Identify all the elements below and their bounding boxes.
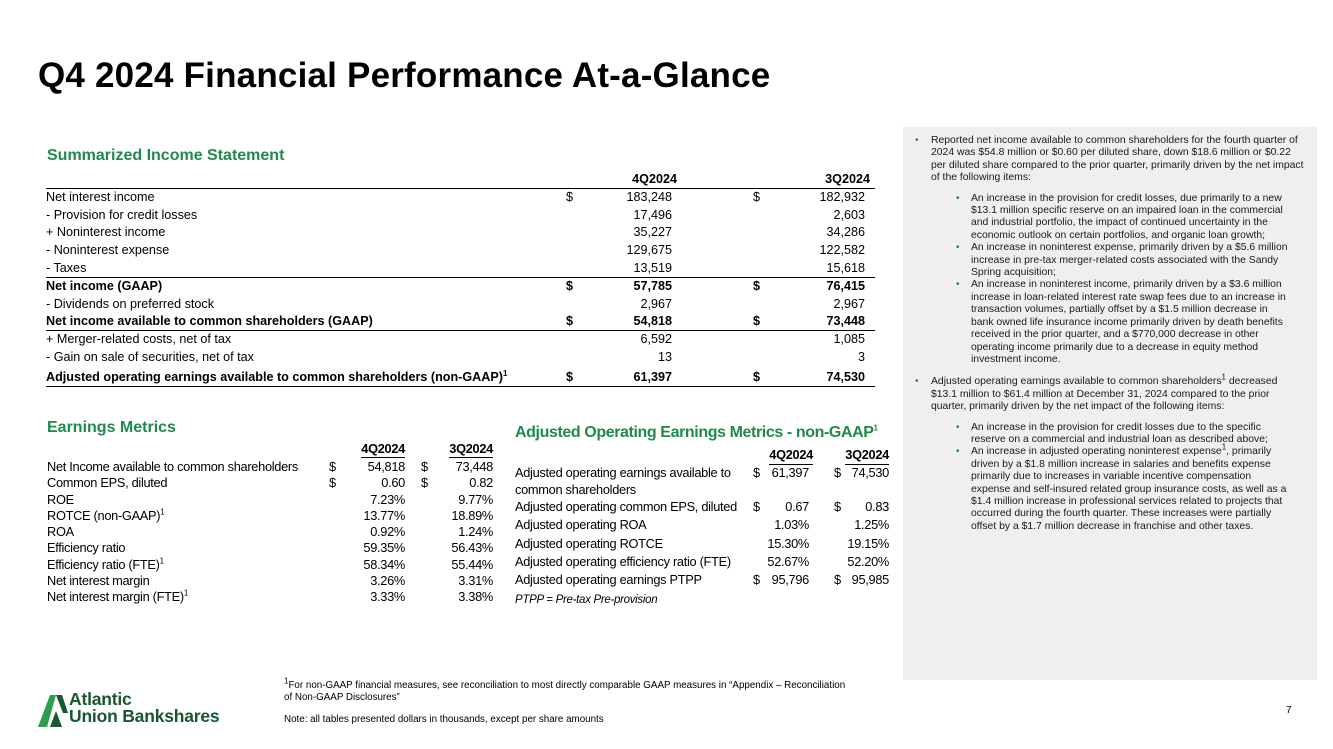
table-row bbox=[46, 207, 875, 225]
currency-symbol: $ bbox=[421, 459, 428, 474]
value-3q2024: 3.38% bbox=[458, 589, 493, 605]
currency-symbol: $ bbox=[834, 499, 841, 514]
row-label-text: Net Income available to common shareholders bbox=[47, 459, 298, 474]
row-label bbox=[46, 189, 155, 207]
page-title: Q4 2024 Financial Performance At-a-Glance bbox=[38, 56, 771, 95]
currency-symbol: $ bbox=[753, 278, 761, 293]
value-4q2024: 0.67 bbox=[785, 499, 809, 514]
commentary-sub-bullet: • An increase in the provision for credit losses due to the specific reserve on a commercial and industrial loan as described above; bbox=[903, 422, 1317, 447]
row-label-text: ROE bbox=[47, 491, 74, 507]
row-label bbox=[47, 540, 125, 556]
footnote-marker: 1 bbox=[160, 507, 165, 517]
value-3q2024: 9.77% bbox=[458, 491, 493, 507]
value-3q2024: 52.20% bbox=[847, 553, 889, 569]
value-3q2024: 15,618 bbox=[826, 260, 865, 275]
column-header-4q2024: 4Q2024 bbox=[769, 446, 813, 465]
value-4q2024: 58.34% bbox=[363, 556, 405, 572]
value-4q2024: 13 bbox=[657, 349, 672, 364]
value-3q2024: 73,448 bbox=[826, 314, 865, 329]
row-label bbox=[47, 475, 167, 491]
value-4q2024: 54,818 bbox=[367, 459, 405, 474]
row-label-text: Adjusted operating earnings available to common shareholders (non-GAAP) bbox=[46, 369, 503, 384]
row-label: Adjusted operating ROTCE bbox=[515, 535, 663, 551]
currency-symbol: $ bbox=[566, 314, 574, 329]
table-row bbox=[515, 553, 891, 571]
row-label bbox=[47, 573, 149, 589]
row-label: Adjusted operating ROA bbox=[515, 517, 647, 533]
commentary-panel bbox=[903, 127, 1317, 680]
value-3q2024: 2,967 bbox=[833, 296, 865, 311]
value-3q2024: 1.24% bbox=[458, 524, 493, 540]
value-3q2024: 74,530 bbox=[851, 465, 889, 480]
row-label bbox=[47, 557, 164, 573]
table-row bbox=[47, 557, 497, 573]
table-header-row bbox=[46, 171, 875, 189]
currency-symbol: $ bbox=[753, 314, 761, 329]
value-3q2024: 182,932 bbox=[819, 189, 865, 204]
row-label bbox=[47, 492, 74, 508]
bullet-text: Adjusted operating earnings available to common shareholders bbox=[931, 376, 1222, 388]
value-4q2024: 129,675 bbox=[626, 243, 672, 258]
table-row bbox=[46, 189, 875, 207]
footnote-marker: 1 bbox=[873, 423, 878, 433]
value-4q2024: 95,796 bbox=[771, 572, 809, 588]
logo-mark-icon bbox=[38, 693, 68, 729]
value-3q2024: 1,085 bbox=[833, 332, 865, 347]
table-row bbox=[46, 278, 875, 296]
footnote-marker: 1 bbox=[284, 676, 289, 686]
table-header-row bbox=[515, 446, 891, 464]
currency-symbol: $ bbox=[753, 572, 760, 588]
value-4q2024: 17,496 bbox=[633, 207, 672, 222]
row-label bbox=[47, 508, 164, 524]
row-label-text: Common EPS, diluted bbox=[47, 475, 168, 491]
logo-line-1: Atlantic bbox=[69, 689, 132, 709]
table-row bbox=[47, 459, 497, 475]
value-3q2024: 3.31% bbox=[458, 573, 493, 589]
column-header-3q2024: 3Q2024 bbox=[449, 441, 493, 458]
row-label-text: + Merger-related costs, net of tax bbox=[46, 332, 232, 347]
logo-line-2: Union Bankshares bbox=[69, 706, 220, 726]
value-4q2024: 61,397 bbox=[633, 369, 672, 384]
value-4q2024: 52.67% bbox=[767, 553, 809, 569]
value-3q2024: 18.89% bbox=[451, 507, 493, 523]
row-label: Adjusted operating efficiency ratio (FTE) bbox=[515, 553, 731, 569]
table-row bbox=[46, 260, 875, 278]
value-3q2024: 122,582 bbox=[819, 243, 865, 258]
column-header-4q2024: 4Q2024 bbox=[361, 441, 405, 458]
value-3q2024: 19.15% bbox=[847, 535, 889, 551]
table-row bbox=[46, 224, 875, 242]
row-label-text: - Dividends on preferred stock bbox=[46, 296, 214, 311]
company-logo bbox=[38, 691, 268, 731]
value-4q2024: 2,967 bbox=[640, 296, 672, 311]
row-label bbox=[47, 524, 74, 540]
table-row bbox=[515, 516, 891, 534]
value-3q2024: 0.82 bbox=[469, 475, 493, 491]
table-row bbox=[46, 242, 875, 260]
table-row bbox=[515, 535, 891, 553]
adjusted-metrics-title-text: Adjusted Operating Earnings Metrics - non-GAAP bbox=[515, 424, 874, 441]
footnote-marker: 1 bbox=[159, 556, 164, 566]
row-label bbox=[47, 589, 188, 605]
row-label-text: Net interest margin bbox=[47, 573, 150, 589]
footnote-marker: 1 bbox=[183, 589, 189, 599]
table-row bbox=[46, 296, 875, 314]
footnote bbox=[284, 676, 854, 704]
value-4q2024: 3.33% bbox=[370, 589, 405, 605]
row-label-text: Net interest income bbox=[46, 189, 155, 204]
adjusted-metrics-title bbox=[515, 424, 878, 442]
row-label bbox=[46, 242, 169, 260]
footnote-text: For non-GAAP financial measures, see reconciliation to most directly comparable GAAP measures in “Appendix – Reconciliation of Non-GAAP Disclosures” bbox=[284, 680, 846, 703]
table-row bbox=[515, 571, 891, 589]
value-3q2024: 1.25% bbox=[854, 517, 889, 533]
value-3q2024: 34,286 bbox=[826, 225, 865, 240]
footnote-marker: 1 bbox=[1221, 372, 1226, 382]
table-row bbox=[47, 475, 497, 491]
table-header-row bbox=[47, 441, 497, 459]
value-4q2024: 0.60 bbox=[381, 475, 405, 491]
row-label: Adjusted operating earnings PTPP bbox=[515, 572, 702, 588]
table-row bbox=[46, 349, 875, 367]
currency-symbol: $ bbox=[329, 475, 336, 491]
row-label bbox=[46, 313, 373, 331]
row-label bbox=[46, 278, 162, 296]
units-note: Note: all tables presented dollars in thousands, except per share amounts bbox=[284, 714, 604, 725]
income-statement-table bbox=[46, 171, 875, 387]
value-3q2024: 56.43% bbox=[451, 540, 493, 556]
table-row bbox=[47, 508, 497, 524]
value-3q2024: 3 bbox=[857, 349, 865, 364]
currency-symbol: $ bbox=[753, 189, 761, 204]
value-4q2024: 1.03% bbox=[774, 517, 809, 533]
row-label-text: - Noninterest expense bbox=[46, 243, 170, 258]
value-4q2024: 15.30% bbox=[767, 535, 809, 551]
row-label bbox=[47, 459, 298, 475]
row-label bbox=[46, 349, 254, 367]
row-label: Adjusted operating common EPS, diluted bbox=[515, 499, 737, 514]
table-row bbox=[46, 313, 875, 331]
currency-symbol: $ bbox=[421, 475, 428, 491]
table-row bbox=[47, 524, 497, 540]
table-row bbox=[46, 367, 875, 387]
page-number: 7 bbox=[1286, 705, 1292, 716]
row-label-text: Net income (GAAP) bbox=[46, 278, 163, 293]
earnings-metrics-title: Earnings Metrics bbox=[47, 419, 176, 436]
ptpp-note: PTPP = Pre-tax Pre-provision bbox=[515, 594, 658, 606]
adjusted-metrics-table bbox=[515, 446, 891, 606]
earnings-metrics-table bbox=[47, 441, 497, 606]
row-label bbox=[46, 367, 507, 387]
currency-symbol: $ bbox=[834, 465, 841, 480]
row-label bbox=[46, 331, 231, 349]
row-label-text: Efficiency ratio (FTE) bbox=[47, 556, 160, 572]
table-row bbox=[515, 498, 891, 516]
currency-symbol: $ bbox=[566, 189, 574, 204]
row-label-text: + Noninterest income bbox=[46, 225, 166, 240]
value-4q2024: 7.23% bbox=[370, 491, 405, 507]
bullet-text: , primarily driven by a $1.8 million increase in salaries and benefits expense primarily due to increases in variable incentive compensation expense and self-insured related group insurance costs, as well as a $1.4 million increase in professional services related to projects that occurred during the fourth quarter. These increases were partially offset by a $1.7 million decrease in franchise and other taxes. bbox=[971, 446, 1287, 532]
value-4q2024: 13,519 bbox=[633, 260, 672, 275]
row-label-text: ROA bbox=[47, 524, 74, 540]
currency-symbol: $ bbox=[753, 369, 761, 384]
table-row bbox=[47, 492, 497, 508]
column-header-4q2024: 4Q2024 bbox=[632, 172, 677, 186]
value-3q2024: 74,530 bbox=[826, 369, 865, 384]
currency-symbol: $ bbox=[753, 499, 760, 514]
row-label-text: Net interest margin (FTE) bbox=[47, 589, 184, 605]
logo-text bbox=[69, 691, 219, 725]
footnote-marker: 1 bbox=[1221, 442, 1227, 452]
bullet-text: decreased $13.1 million to $61.4 million at December 31, 2024 compared to the prior quarter, primarily driven by the net impact of the following items: bbox=[931, 376, 1278, 413]
table-row bbox=[47, 540, 497, 556]
value-3q2024: 95,985 bbox=[851, 572, 889, 588]
value-4q2024: 59.35% bbox=[363, 540, 405, 556]
commentary-bullet bbox=[903, 372, 1317, 413]
value-4q2024: 0.92% bbox=[370, 524, 405, 540]
commentary-bullet: • Reported net income available to common shareholders for the fourth quarter of 2024 was $54.8 million or $0.60 per diluted share, down $18.6 million or $0.22 per diluted share compared to the prior quarter, primarily driven by the net impact of the following items: bbox=[903, 135, 1317, 185]
column-header-3q2024: 3Q2024 bbox=[845, 446, 889, 465]
currency-symbol: $ bbox=[329, 459, 336, 474]
value-4q2024: 54,818 bbox=[633, 314, 672, 329]
value-4q2024: 57,785 bbox=[633, 278, 672, 293]
row-label-text: ROTCE (non-GAAP) bbox=[47, 507, 161, 523]
footnote-marker: 1 bbox=[502, 368, 508, 378]
row-label-text: Efficiency ratio bbox=[47, 540, 126, 556]
value-3q2024: 73,448 bbox=[455, 459, 493, 474]
income-statement-title: Summarized Income Statement bbox=[47, 147, 285, 164]
row-label: Adjusted operating earnings available to common shareholders bbox=[515, 465, 731, 497]
row-label bbox=[46, 296, 214, 314]
table-row bbox=[515, 464, 891, 498]
row-label bbox=[46, 207, 197, 225]
value-4q2024: 35,227 bbox=[633, 225, 672, 240]
table-row bbox=[47, 573, 497, 589]
value-3q2024: 55.44% bbox=[451, 556, 493, 572]
currency-symbol: $ bbox=[566, 278, 574, 293]
currency-symbol: $ bbox=[753, 465, 760, 480]
commentary-sub-bullet: • An increase in the provision for credit losses, due primarily to a new $13.1 million specific reserve on an impaired loan in the commercial and industrial portfolio, the impact of continued uncertainty in the economic outlook on certain portfolios, and organic loan growth; bbox=[903, 193, 1317, 243]
row-label-text: - Provision for credit losses bbox=[46, 207, 198, 222]
value-4q2024: 13.77% bbox=[363, 507, 405, 523]
column-header-3q2024: 3Q2024 bbox=[825, 172, 870, 186]
value-4q2024: 61,397 bbox=[771, 465, 809, 480]
value-4q2024: 6,592 bbox=[640, 332, 672, 347]
row-label-text: - Taxes bbox=[46, 260, 87, 275]
currency-symbol: $ bbox=[834, 572, 841, 588]
value-4q2024: 183,248 bbox=[626, 189, 672, 204]
row-label bbox=[46, 260, 86, 278]
currency-symbol: $ bbox=[566, 369, 574, 384]
bullet-text: An increase in adjusted operating noninterest expense bbox=[971, 446, 1222, 458]
row-label-text: - Gain on sale of securities, net of tax bbox=[46, 349, 254, 364]
value-3q2024: 2,603 bbox=[833, 207, 865, 222]
commentary-sub-bullet: • An increase in noninterest income, primarily driven by a $3.6 million increase in loan-related interest rate swap fees due to an increase in transaction volumes, partially offset by a $1.5 million decrease in bank owned life insurance income primarily driven by death benefits received in the prior quarter, and a $770,000 decrease in other operating income primarily due to a decrease in equity method investment income. bbox=[903, 279, 1317, 366]
row-label bbox=[46, 224, 165, 242]
table-row bbox=[47, 589, 497, 605]
table-row bbox=[46, 331, 875, 349]
row-label-text: Net income available to common shareholders (GAAP) bbox=[46, 314, 373, 329]
commentary-sub-bullet bbox=[903, 442, 1317, 533]
value-4q2024: 3.26% bbox=[370, 573, 405, 589]
commentary-sub-bullet: • An increase in noninterest expense, primarily driven by a $5.6 million increase in pre-tax merger-related costs associated with the Sandy Spring acquisition; bbox=[903, 242, 1317, 279]
value-3q2024: 0.83 bbox=[865, 499, 889, 514]
value-3q2024: 76,415 bbox=[826, 278, 865, 293]
